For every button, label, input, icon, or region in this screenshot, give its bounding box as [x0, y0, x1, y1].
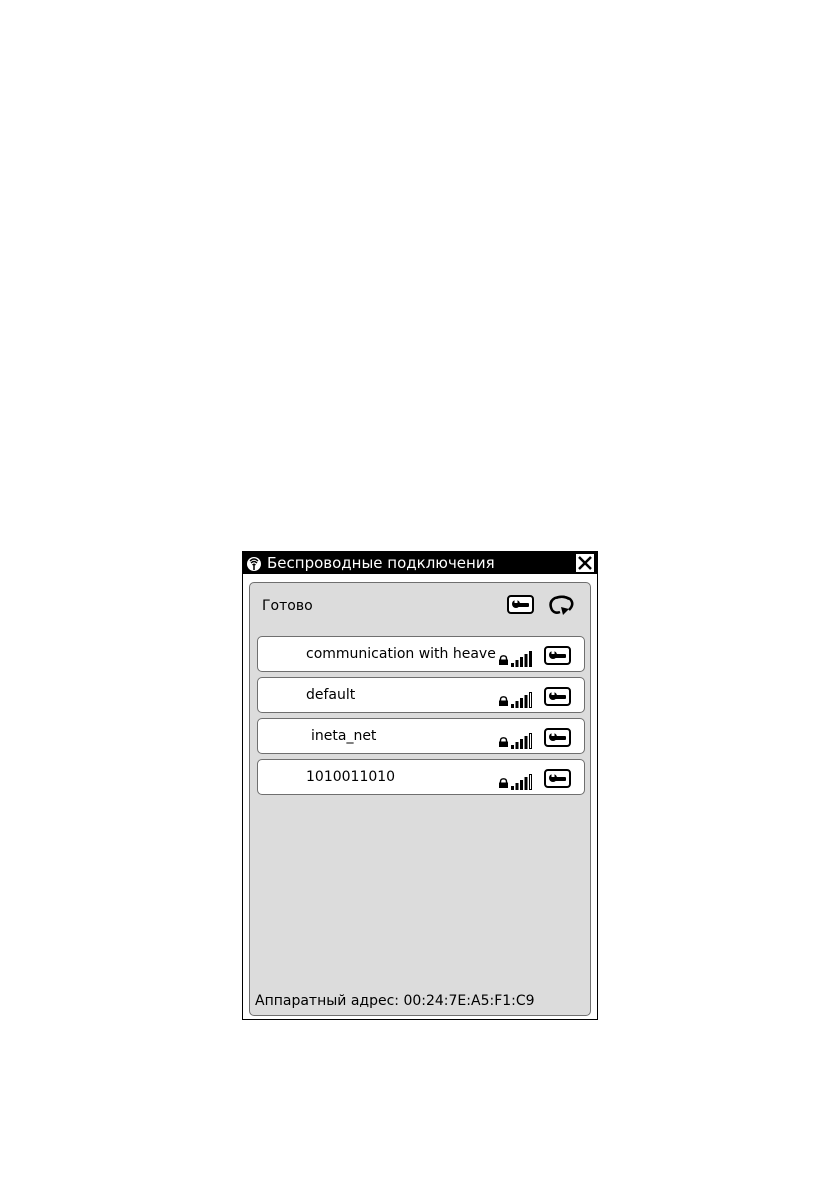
close-button[interactable]: [575, 553, 595, 573]
network-settings-button[interactable]: [544, 728, 571, 747]
network-row[interactable]: [257, 636, 585, 672]
lock-icon: [498, 778, 509, 788]
network-settings-button[interactable]: [544, 769, 571, 788]
wrench-icon: [548, 691, 568, 703]
hardware-address: Аппаратный адрес: 00:24:7E:A5:F1:C9: [255, 993, 535, 1009]
network-row[interactable]: [257, 677, 585, 713]
settings-button[interactable]: [507, 595, 534, 614]
wireless-icon: [246, 555, 262, 571]
network-settings-button[interactable]: [544, 646, 571, 665]
refresh-icon: [547, 594, 577, 616]
network-name: communication with heave: [306, 646, 496, 662]
wrench-icon: [548, 773, 568, 785]
wrench-icon: [548, 732, 568, 744]
wrench-icon: [548, 650, 568, 662]
signal-strength-icon: [511, 690, 535, 708]
signal-strength-icon: [511, 649, 535, 667]
lock-icon: [498, 696, 509, 706]
title-bar: [243, 552, 597, 574]
refresh-button[interactable]: [547, 594, 577, 620]
networks-panel: [249, 582, 591, 1016]
network-name: 1010011010: [306, 769, 396, 785]
network-settings-button[interactable]: [544, 687, 571, 706]
network-row[interactable]: [257, 759, 585, 795]
network-row[interactable]: [257, 718, 585, 754]
wrench-icon: [511, 599, 531, 611]
signal-strength-icon: [511, 731, 535, 749]
network-name: default: [306, 687, 356, 703]
close-icon: [577, 555, 593, 571]
signal-strength-icon: [511, 772, 535, 790]
network-name: ineta_net: [311, 728, 377, 744]
network-list: [257, 636, 585, 800]
status-label: Готово: [262, 598, 313, 614]
wireless-connections-dialog: [242, 551, 598, 1020]
window-title: Беспроводные подключения: [267, 554, 495, 572]
lock-icon: [498, 655, 509, 665]
lock-icon: [498, 737, 509, 747]
